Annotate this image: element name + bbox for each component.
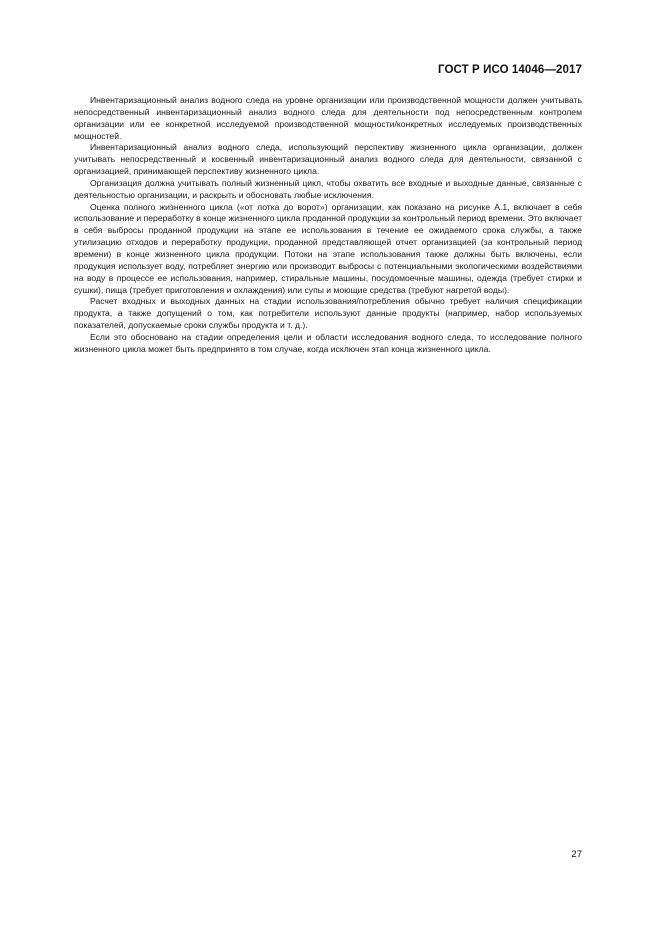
paragraph-1: Инвентаризационный анализ водного следа на уровне организации или производственной мощности должен учитывать непосредственный инвентаризационный анализ водного следа для деятельности под непосредственным контролем организации или ее конкретной исследуемой производственной мощности/конкретных исследуемых производственных мощностей. bbox=[74, 95, 582, 141]
document-standard-id: ГОСТ Р ИСО 14046—2017 bbox=[437, 64, 582, 76]
paragraph-2: Инвентаризационный анализ водного следа, использующий перспективу жизненного цикла организации, должен учитывать непосредственный и косвенный инвентаризационный анализ водного следа для деятельности, связанной с организацией, принимающей перспективу жизненного цикла. bbox=[74, 142, 582, 177]
document-body bbox=[74, 95, 582, 356]
paragraph-5: Расчет входных и выходных данных на стадии использования/потребления обычно требует наличия спецификации продукта, а также допущений о том, как потребители используют данные продукты (например, набор используемых показателей, допускаемые сроки службы продукта и т. д.). bbox=[74, 296, 582, 331]
paragraph-3: Организация должна учитывать полный жизненный цикл, чтобы охватить все входные и выходные данные, связанные с деятельностью организации, и раскрыть и обосновать любые исключения. bbox=[74, 177, 582, 200]
paragraph-4: Оценка полного жизненного цикла («от лотка до ворот») организации, как показано на рисунке А.1, включает в себя использование и переработку в конце жизненного цикла проданной продукции за контрольный период времени. Это включает в себя выбросы проданной продукции на этапе ее использования в течение ее ожидаемого срока службы, а также утилизацию отходов и переработку продукции, проданной представляющей отчет организацией (за контрольный период времени) в конце жизненного цикла продукции. Потоки на этапе использования также должны быть включены, если продукция использует воду, потребляет энергию или производит выбросы с потенциальными экологическими воздействиями на воду в процессе ее использования, например, стиральные машины, посудомоечные машины, одежда (требует стирки и сушки), пища (требует приготовления и охлаждения) или супы и моющие средства (требуют нагретой воды). bbox=[74, 201, 583, 295]
page-number: 27 bbox=[571, 849, 582, 860]
paragraph-6: Если это обосновано на стадии определения цели и области исследования водного следа, то исследование полного жизненного цикла может быть предпринято в том случае, когда исключен этап конца жизненного цикла. bbox=[74, 331, 582, 354]
